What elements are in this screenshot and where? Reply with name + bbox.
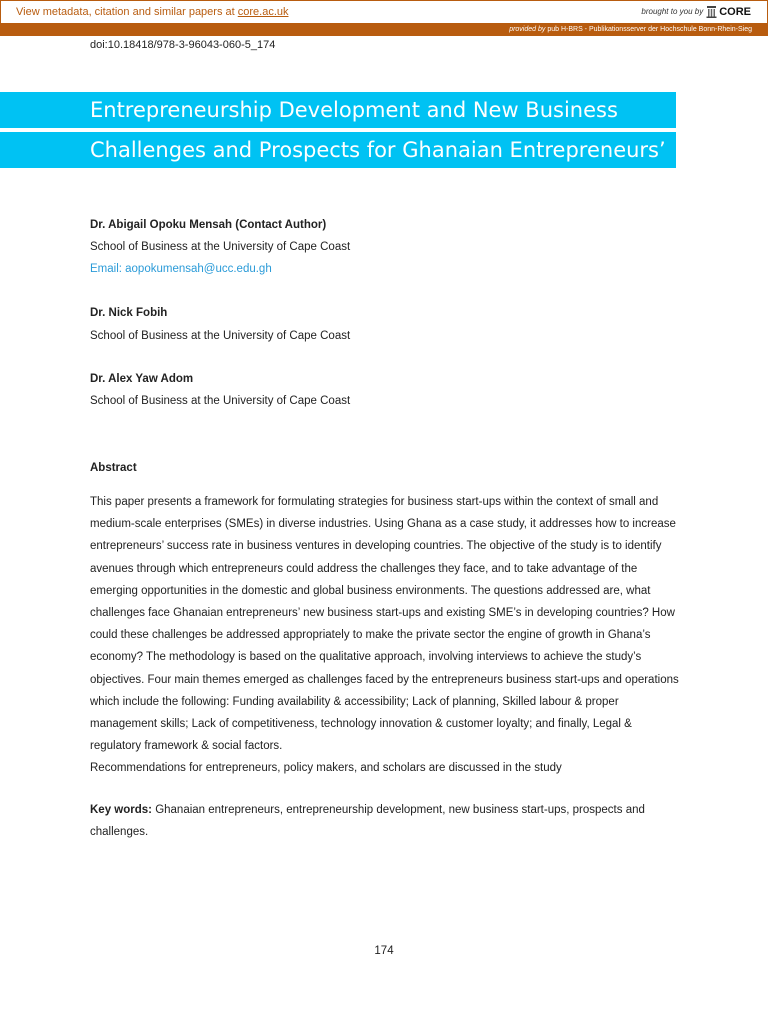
paper-title-line-2: Challenges and Prospects for Ghanaian Entrepreneurs’ <box>0 132 676 168</box>
author-email[interactable]: Email: aopokumensah@ucc.edu.gh <box>90 263 272 275</box>
keywords <box>90 799 680 843</box>
abstract-heading: Abstract <box>90 462 137 474</box>
provided-prefix: provided by <box>509 26 546 33</box>
paper-title-line-1: Entrepreneurship Development and New Business <box>0 92 676 128</box>
provided-by-bar <box>0 23 768 36</box>
page-number: 174 <box>374 945 394 957</box>
keywords-text: Ghanaian entrepreneurs, entrepreneurship development, new business start-ups, prospects and challenges. <box>90 804 645 839</box>
core-link[interactable]: core.ac.uk <box>237 6 289 18</box>
core-banner <box>0 0 768 23</box>
author-name: Dr. Abigail Opoku Mensah (Contact Author) <box>90 219 327 231</box>
author-name: Dr. Alex Yaw Adom <box>90 373 194 385</box>
core-metadata-label: View metadata, citation and similar papers at <box>16 6 238 18</box>
doi: doi:10.18418/978-3-96043-060-5_174 <box>90 39 276 51</box>
brought-label: brought to you by <box>641 7 704 16</box>
brought-to-you <box>641 5 751 18</box>
author-affiliation: School of Business at the University of Cape Coast <box>90 241 351 253</box>
author-affiliation: School of Business at the University of Cape Coast <box>90 395 351 407</box>
core-logo[interactable] <box>706 5 751 18</box>
abstract-paragraph: Recommendations for entrepreneurs, policy makers, and scholars are discussed in the study <box>90 762 562 775</box>
core-metadata-text <box>16 6 289 18</box>
author-affiliation: School of Business at the University of Cape Coast <box>90 330 351 342</box>
provided-text: pub H-BRS - Publikationsserver der Hochschule Bonn-Rhein-Sieg <box>545 26 752 33</box>
keywords-label: Key words: <box>90 804 152 816</box>
author-name: Dr. Nick Fobih <box>90 307 168 319</box>
core-logo-text: CORE <box>719 5 751 18</box>
abstract-paragraph: This paper presents a framework for formulating strategies for business start-ups within the context of small and medium-scale enterprises (SMEs) in diverse industries. Using Ghana as a case study, it addresses how to increase entrepreneurs’ success rate in business ventures in developing countries. The objective of the study is to identify avenues through which entrepreneurs could address the challenges they face, and to take advantage of the emerging opportunities in the domestic and global business environments. The questions addressed are, what challenges face Ghanaian entrepreneurs’ new business start-ups and existing SME’s in developing countries? How could these challenges be addressed appropriately to make the private sector the engine of growth in Ghana’s economy? The methodology is based on the qualitative approach, involving interviews to achieve the study’s objectives. Four main themes emerged as challenges faced by the entrepreneurs business start-ups and operations which include the following: Funding availability & accessibility; Lack of planning, Skilled labour & proper management skills; Lack of competitiveness, technology innovation & customer loyalty; and finally, Legal & regulatory framework & social factors. <box>90 496 679 753</box>
abstract-body <box>90 491 680 780</box>
core-logo-icon <box>706 5 717 18</box>
